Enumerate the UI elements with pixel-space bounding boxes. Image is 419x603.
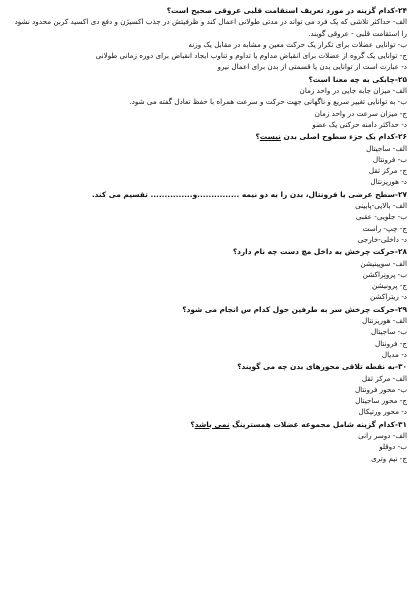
- option: د- محور ورتیکال: [358, 407, 407, 417]
- question-title: [12, 419, 407, 430]
- option: ج- فرونتال: [375, 338, 407, 348]
- option: ج- نیم وتری: [371, 453, 407, 463]
- option: ج- چپ- راست: [362, 223, 407, 233]
- title-underlined: نیست: [259, 132, 281, 142]
- question-28: [12, 246, 407, 302]
- option: ب- پرونِراکشن: [362, 269, 407, 279]
- question-30: [12, 361, 407, 417]
- question-title: [12, 189, 407, 200]
- option: ج- میزان سرعت در واحد زمان: [314, 108, 407, 118]
- blank-2: ...............: [150, 189, 193, 199]
- option: الف- هوریزنتال: [361, 316, 407, 326]
- option: ج- توانایی یک گروه از عضلات برای انقباض مداوم یا تداوم و تناوب ایجاد انقباض برای دوره زمانی طولانی: [95, 51, 407, 61]
- title-text: ۲۷-سطح عرضی یا فرونتال، بدن را به دو نیمه: [239, 189, 407, 199]
- question-title: ۲۸-حرکت چرخش به داخل مچ دست چه نام دارد؟: [232, 247, 407, 257]
- title-end: ؟: [190, 419, 195, 429]
- question-title: ۲۵-چابکی به چه معنا است؟: [308, 74, 407, 84]
- question-24: [12, 5, 407, 73]
- option: الف- مرکز ثقل: [361, 373, 407, 383]
- option: د- هوریزنتال: [370, 177, 407, 187]
- question-title: ۲۹-حرکت چرخش سر به طرفین حول کدام س انجام می شود؟: [182, 304, 407, 314]
- option: د- ریتراکشن: [370, 292, 407, 302]
- option: ب- محور فرونتال: [354, 384, 407, 394]
- title-underlined: نمی باشد: [194, 419, 230, 429]
- option: الف- دوسر رانی: [358, 430, 407, 440]
- question-title: ۲۴-کدام گزینه در مورد تعریف استقامت قلبی عروقی صحیح است؟: [166, 6, 407, 15]
- option: د- عبارت است از توانایی بدن یا قسمتی از بدن برای اعمال نیرو: [217, 62, 407, 72]
- option: الف- سوپینیشن: [360, 258, 407, 268]
- question-26: [12, 131, 407, 187]
- title-end: ؟: [255, 132, 260, 142]
- option: ب- توانایی عضلات برای تکرار یک حرکت معین و مشابه در مقابل یک وزنه: [188, 39, 407, 49]
- question-25: [12, 74, 407, 130]
- option: الف- میزان جابه جایی در واحد زمان: [299, 86, 407, 96]
- question-title: ۳۰-به نقطه تلاقی محورهای بدن چه می گویند؟: [237, 362, 407, 372]
- option: د- مدیال: [381, 349, 407, 359]
- option: ب- فرونتال: [372, 154, 407, 164]
- option: ب- به توانایی تغییر سریع و ناگهانی جهت حرکت و سرعت همراه با حفظ تعادل گفته می شود.: [129, 97, 407, 107]
- option: الف- حداکثر تلاشی که یک فرد می تواند در مدتی طولانی اعمال کند و ظرفیتش در جذب اکسیژن و دفع دی اکسید کربن محدود نشود را استقامت قلبی - عروقی گویند.: [14, 17, 407, 38]
- title-text: ۳۱-کدام گزینه شامل مجموعه عضلات همسترینگ: [229, 419, 407, 429]
- question-31: [12, 419, 407, 464]
- option: ب- ساجیتال: [370, 327, 407, 337]
- question-29: [12, 304, 407, 360]
- option: د- داخلی-خارجی: [357, 234, 407, 244]
- option: ج- محور ساجیتال: [355, 396, 407, 406]
- option: ب- دوقلو: [379, 442, 407, 452]
- exam-document: [12, 4, 407, 464]
- title-text: ۲۶-کدام یک جزء سطوح اصلی بدن: [280, 132, 407, 142]
- question-27: [12, 189, 407, 245]
- option: ج- پرونیشن: [371, 281, 407, 291]
- option: د- حداکثر دامنه حرکتی یک عضو: [312, 119, 407, 129]
- option: ب- جلویی- عقبی: [355, 212, 407, 222]
- title-conj: و: [192, 189, 198, 199]
- option: الف- ساجیتال: [366, 143, 407, 153]
- option: الف- بالایی-پایینی: [355, 201, 407, 211]
- blank-1: ...............: [197, 189, 240, 199]
- title-end: تقسیم می کند.: [91, 189, 148, 199]
- question-title: [12, 131, 407, 142]
- option: ج- مرکز ثقل: [368, 166, 407, 176]
